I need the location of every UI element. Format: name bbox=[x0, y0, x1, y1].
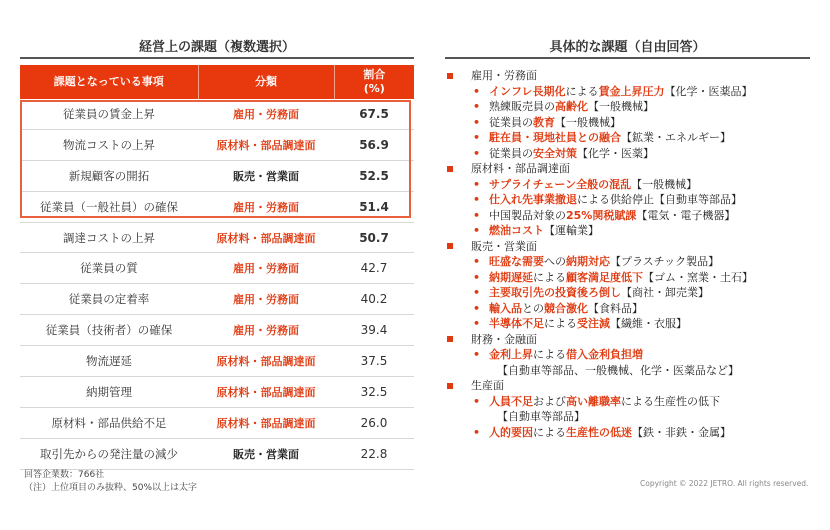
item-text: 【一般機械】 bbox=[631, 177, 698, 191]
issue-cell: 物流コストの上昇 bbox=[20, 129, 198, 160]
list-item-continuation bbox=[447, 363, 822, 379]
bullet-icon: • bbox=[473, 301, 481, 315]
section-heading bbox=[447, 68, 822, 84]
highlighted-text: 高齢化 bbox=[555, 100, 588, 113]
square-bullet-icon bbox=[447, 383, 453, 389]
bullet-icon: • bbox=[473, 100, 481, 113]
table-header-row bbox=[20, 65, 414, 99]
item-text: 【鉱業・エネルギー】 bbox=[621, 131, 731, 144]
list-item bbox=[447, 223, 822, 239]
issue-cell: 従業員（技術者）の確保 bbox=[20, 315, 198, 346]
item-text: 【食料品】 bbox=[588, 301, 643, 315]
section-heading-label: 原材料・部品調達面 bbox=[471, 162, 570, 175]
table-row bbox=[20, 129, 414, 160]
list-item bbox=[447, 99, 822, 115]
issue-cell: 取引先からの発注量の減少 bbox=[20, 438, 198, 469]
category-cell: 雇用・労務面 bbox=[198, 284, 334, 315]
highlighted-text: 25%関税賦課 bbox=[566, 208, 637, 222]
item-text: 【運輸業】 bbox=[544, 224, 599, 237]
table-row bbox=[20, 438, 414, 469]
highlighted-text: 半導体不足 bbox=[489, 317, 544, 330]
item-text: 【一般機械】 bbox=[588, 100, 654, 113]
table-row bbox=[20, 315, 414, 346]
list-item bbox=[447, 270, 822, 286]
square-bullet-icon bbox=[447, 73, 453, 79]
section-heading-label: 財務・金融面 bbox=[471, 332, 537, 346]
item-text: による bbox=[533, 348, 566, 361]
list-item bbox=[447, 146, 822, 162]
section-heading bbox=[447, 378, 822, 394]
issue-cell: 物流遅延 bbox=[20, 346, 198, 377]
table-row bbox=[20, 253, 414, 284]
highlighted-text: 受注減 bbox=[577, 317, 610, 330]
table-note: （注）上位項目のみ抜粋、50%以上は太字 bbox=[24, 483, 198, 493]
item-text: 【プラスチック製品】 bbox=[610, 255, 720, 268]
category-cell: 雇用・労務面 bbox=[198, 99, 334, 129]
highlighted-text: インフレ長期化 bbox=[489, 84, 566, 98]
highlighted-text: 顧客満足度低下 bbox=[566, 270, 643, 284]
section-heading-label: 販売・営業面 bbox=[471, 239, 537, 253]
category-cell: 原材料・部品調達面 bbox=[198, 129, 334, 160]
item-text: による bbox=[533, 425, 566, 439]
section-heading-label: 雇用・労務面 bbox=[471, 69, 537, 82]
percentage-cell: 67.5 bbox=[334, 99, 414, 129]
highlighted-text: 高い離職率 bbox=[566, 394, 621, 408]
list-item bbox=[447, 177, 822, 193]
percentage-cell: 56.9 bbox=[334, 129, 414, 160]
percentage-cell: 32.5 bbox=[334, 377, 414, 408]
bullet-icon: • bbox=[473, 286, 481, 299]
percentage-cell: 26.0 bbox=[334, 407, 414, 438]
item-text: との bbox=[522, 301, 544, 315]
list-item bbox=[447, 208, 822, 224]
section-heading bbox=[447, 332, 822, 348]
percentage-cell: 39.4 bbox=[334, 315, 414, 346]
list-item bbox=[447, 254, 822, 270]
highlighted-text: 生産性の低迷 bbox=[566, 425, 632, 439]
percentage-cell: 42.7 bbox=[334, 253, 414, 284]
bullet-icon: • bbox=[473, 425, 481, 439]
specific-issues-list bbox=[447, 68, 822, 440]
item-text: による bbox=[544, 317, 577, 330]
item-text: 【電気・電子機器】 bbox=[636, 208, 736, 222]
list-item bbox=[447, 115, 822, 131]
percentage-cell: 22.8 bbox=[334, 438, 414, 469]
highlighted-text: 主要取引先の投資後ろ倒し bbox=[489, 286, 621, 299]
percentage-cell: 50.7 bbox=[334, 222, 414, 253]
highlighted-text: 賃金上昇圧力 bbox=[598, 84, 665, 98]
item-text: 中国製品対象の bbox=[489, 208, 566, 222]
category-cell: 原材料・部品調達面 bbox=[198, 377, 334, 408]
item-text: による供給停止【自動車等部品】 bbox=[577, 193, 742, 206]
list-item bbox=[447, 285, 822, 301]
header-category: 分類 bbox=[198, 65, 334, 99]
list-item bbox=[447, 192, 822, 208]
square-bullet-icon bbox=[447, 166, 453, 172]
category-cell: 原材料・部品調達面 bbox=[198, 222, 334, 253]
category-cell: 原材料・部品調達面 bbox=[198, 346, 334, 377]
bullet-icon: • bbox=[473, 193, 481, 206]
bullet-icon: • bbox=[473, 394, 481, 408]
highlighted-text: 金利上昇 bbox=[489, 348, 533, 361]
copyright-notice: Copyright © 2022 JETRO. All rights reserved. bbox=[640, 479, 809, 488]
issue-cell: 納期管理 bbox=[20, 377, 198, 408]
item-text: による bbox=[533, 270, 566, 284]
issues-table bbox=[20, 65, 414, 470]
item-text: 【自動車等部品】 bbox=[497, 410, 585, 423]
issue-cell: 従業員の質 bbox=[20, 253, 198, 284]
item-text: 【化学・医薬】 bbox=[577, 146, 654, 160]
item-text: 【一般機械】 bbox=[555, 115, 621, 129]
bullet-icon: • bbox=[473, 115, 481, 129]
percentage-cell: 51.4 bbox=[334, 191, 414, 222]
list-item bbox=[447, 84, 822, 100]
bullet-icon: • bbox=[473, 224, 481, 237]
issue-cell: 従業員（一般社員）の確保 bbox=[20, 191, 198, 222]
highlighted-text: サプライチェーン全般の混乱 bbox=[489, 177, 632, 191]
header-percentage: 割合 (%) bbox=[334, 65, 414, 99]
issue-cell: 新規顧客の開拓 bbox=[20, 160, 198, 191]
highlighted-text: 納期対応 bbox=[566, 255, 610, 268]
list-item bbox=[447, 316, 822, 332]
respondents-note: 回答企業数：766社 bbox=[24, 470, 105, 480]
issue-cell: 従業員の定着率 bbox=[20, 284, 198, 315]
item-text: への bbox=[544, 255, 566, 268]
highlighted-text: 旺盛な需要 bbox=[489, 255, 544, 268]
bullet-icon: • bbox=[473, 146, 481, 160]
item-text: 熟練販売員の bbox=[489, 100, 555, 113]
item-text: 【ゴム・窯業・土石】 bbox=[643, 270, 753, 284]
table-row bbox=[20, 99, 414, 129]
square-bullet-icon bbox=[447, 336, 453, 342]
square-bullet-icon bbox=[447, 243, 453, 249]
section-heading-label: 生産面 bbox=[471, 379, 504, 392]
item-text: による生産性の低下 bbox=[621, 394, 720, 408]
category-cell: 販売・営業面 bbox=[198, 160, 334, 191]
table-row bbox=[20, 377, 414, 408]
list-item bbox=[447, 394, 822, 410]
item-text: 従業員の bbox=[489, 146, 533, 160]
bullet-icon: • bbox=[473, 255, 481, 268]
item-text: 【化学・医薬品】 bbox=[664, 84, 753, 98]
bullet-icon: • bbox=[473, 177, 481, 191]
item-text: 【繊維・衣服】 bbox=[610, 317, 687, 330]
issue-cell: 原材料・部品供給不足 bbox=[20, 407, 198, 438]
item-text: 【商社・卸売業】 bbox=[621, 286, 709, 299]
category-cell: 雇用・労務面 bbox=[198, 191, 334, 222]
bullet-icon: • bbox=[473, 208, 481, 222]
percentage-cell: 52.5 bbox=[334, 160, 414, 191]
highlighted-text: 人的要因 bbox=[489, 425, 533, 439]
item-text: による bbox=[565, 84, 599, 98]
highlighted-text: 納期遅延 bbox=[489, 270, 533, 284]
highlighted-text: 燃油コスト bbox=[489, 224, 544, 237]
highlighted-text: 人員不足 bbox=[489, 394, 533, 408]
category-cell: 雇用・労務面 bbox=[198, 315, 334, 346]
highlighted-text: 競合激化 bbox=[544, 301, 588, 315]
bullet-icon: • bbox=[473, 348, 481, 361]
item-text: 【鉄・非鉄・金属】 bbox=[632, 425, 731, 439]
list-item bbox=[447, 347, 822, 363]
table-body bbox=[20, 99, 414, 469]
table-row bbox=[20, 407, 414, 438]
category-cell: 雇用・労務面 bbox=[198, 253, 334, 284]
item-text: 【自動車等部品、一般機械、化学・医薬品など】 bbox=[497, 363, 739, 377]
category-cell: 販売・営業面 bbox=[198, 438, 334, 469]
table-row bbox=[20, 284, 414, 315]
bullet-icon: • bbox=[473, 131, 481, 144]
highlighted-text: 借入金利負担増 bbox=[566, 348, 643, 361]
percentage-cell: 40.2 bbox=[334, 284, 414, 315]
highlighted-text: 安全対策 bbox=[533, 146, 577, 160]
header-issue: 課題となっている事項 bbox=[20, 65, 198, 99]
table-row bbox=[20, 160, 414, 191]
list-item bbox=[447, 130, 822, 146]
item-text: 従業員の bbox=[489, 115, 533, 129]
highlighted-text: 教育 bbox=[533, 115, 555, 129]
list-item-continuation bbox=[447, 409, 822, 425]
table-row bbox=[20, 346, 414, 377]
highlighted-text: 輸入品 bbox=[489, 301, 522, 315]
issues-table-title: 経営上の課題（複数選択） bbox=[20, 36, 414, 59]
category-cell: 原材料・部品調達面 bbox=[198, 407, 334, 438]
issue-cell: 従業員の賃金上昇 bbox=[20, 99, 198, 129]
highlighted-text: 仕入れ先事業撤退 bbox=[489, 193, 577, 206]
table-row bbox=[20, 222, 414, 253]
issue-cell: 調達コストの上昇 bbox=[20, 222, 198, 253]
list-item bbox=[447, 301, 822, 317]
item-text: および bbox=[533, 394, 566, 408]
bullet-icon: • bbox=[473, 84, 481, 98]
list-item bbox=[447, 425, 822, 441]
highlighted-text: 駐在員・現地社員との融合 bbox=[489, 131, 621, 144]
bullet-icon: • bbox=[473, 270, 481, 284]
specific-issues-title: 具体的な課題（自由回答） bbox=[445, 36, 810, 59]
percentage-cell: 37.5 bbox=[334, 346, 414, 377]
section-heading bbox=[447, 161, 822, 177]
table-row bbox=[20, 191, 414, 222]
section-heading bbox=[447, 239, 822, 255]
bullet-icon: • bbox=[473, 317, 481, 330]
